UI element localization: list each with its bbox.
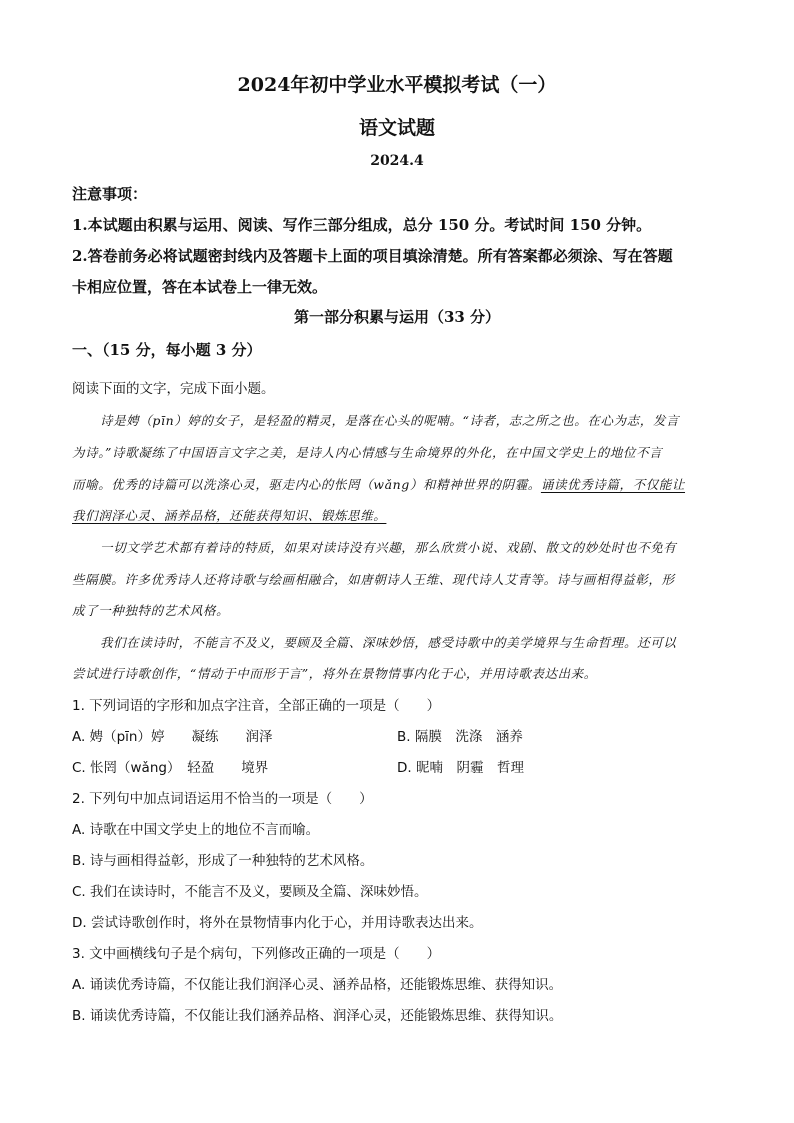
passage-p2-line-1: 一切文学艺术都有着诗的特质，如果对读诗没有兴趣，那么欣赏小说、戏剧、散文的妙处时也不免有 [100,540,677,555]
question-1-option-a: A. 娉（pīn）婷 凝练 润泽 [72,729,273,745]
question-2-stem: 2. 下列句中加点词语运用不恰当的一项是（ ） [72,791,373,807]
question-1-option-d: D. 昵喃 阴霾 哲理 [397,760,524,776]
notice-item-2-line-2: 卡相应位置，答在本试卷上一律无效。 [72,278,328,296]
question-2-option-d: D. 尝试诗歌创作时，将外在景物情事内化于心，并用诗歌表达出来。 [72,915,483,931]
notice-item-1: 1.本试题由积累与运用、阅读、写作三部分组成，总分 150 分。考试时间 150 分钟。 [72,216,652,234]
question-2-option-b: B. 诗与画相得益彰，形成了一种独特的艺术风格。 [72,853,374,869]
question-1-option-c: C. 怅罔（wǎng） 轻盈 境界 [72,760,269,776]
question-3-option-a: A. 诵读优秀诗篇，不仅能让我们润泽心灵、涵养品格，还能锻炼思维、获得知识。 [72,977,563,993]
passage-p2-line-2: 些隔膜。许多优秀诗人还将诗歌与绘画相融合，如唐朝诗人王维、现代诗人艾青等。诗与画相得益彰，形 [72,572,675,587]
passage-p3-line-2: 尝试进行诗歌创作，“情动于中而形于言”，将外在景物情事内化于心，并用诗歌表达出来。 [72,666,597,681]
question-1-option-b: B. 隔膜 洗涤 涵养 [397,729,523,745]
question-2-option-a: A. 诗歌在中国文学史上的地位不言而喻。 [72,822,320,838]
underlined-sentence-end: 我们润泽心灵、涵养品格，还能获得知识、锻炼思维。 [72,508,387,523]
passage-p1-line-3-text: 而喻。优秀的诗篇可以洗涤心灵，驱走内心的怅罔（wǎng）和精神世界的阴霾。 [72,477,541,492]
passage-p2-line-3: 成了一种独特的艺术风格。 [72,603,230,618]
part1-heading: 第一部分积累与运用（33 分） [293,308,501,326]
underlined-sentence-start: 诵读优秀诗篇，不仅能让 [540,477,686,492]
exam-date: 2024.4 [370,153,424,169]
passage-p1-line-3 [72,475,732,493]
passage-p1-line-1: 诗是娉（pīn）婷的女子，是轻盈的精灵，是落在心头的呢喃。“诗者，志之所之也。在心为志，发言 [100,413,680,428]
question-1-stem: 1. 下列词语的字形和加点字注音，全部正确的一项是（ ） [72,698,441,714]
notice-item-2-line-1: 2.答卷前务必将试题密封线内及答题卡上面的项目填涂清楚。所有答案都必须涂、写在答题 [72,247,673,265]
reading-instruction: 阅读下面的文字，完成下面小题。 [72,381,275,397]
section-heading: 一、（15 分，每小题 3 分） [72,341,262,359]
exam-subtitle: 语文试题 [358,117,435,139]
question-3-stem: 3. 文中画横线句子是个病句，下列修改正确的一项是（ ） [72,946,441,962]
notice-heading: 注意事项： [72,185,148,203]
question-3-option-b: B. 诵读优秀诗篇，不仅能让我们涵养品格、润泽心灵，还能锻炼思维、获得知识。 [72,1008,563,1024]
exam-title: 2024年初中学业水平模拟考试（一） [237,74,557,96]
passage-p1-line-2: 为诗。”诗歌凝练了中国语言文字之美，是诗人内心情感与生命境界的外化，在中国文学史上的地位不言 [72,445,663,460]
question-2-option-c: C. 我们在读诗时，不能言不及义，要顾及全篇、深味妙悟。 [72,884,428,900]
passage-p3-line-1: 我们在读诗时，不能言不及义，要顾及全篇、深味妙悟，感受诗歌中的美学境界与生命哲理。还可以 [100,635,677,650]
